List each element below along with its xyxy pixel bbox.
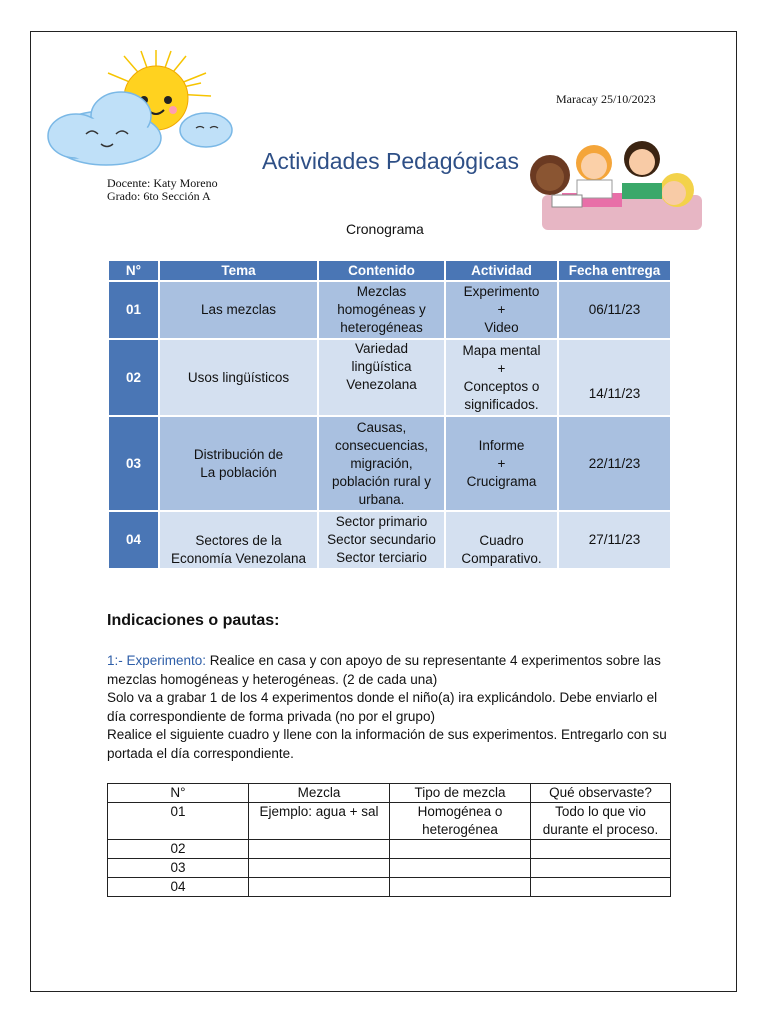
cell-line: Causas, <box>356 419 407 435</box>
cell-line: Mapa mental <box>462 342 541 358</box>
cell-line: Distribución de <box>193 446 284 462</box>
col-header-fecha: Fecha entrega <box>558 260 671 281</box>
cell-line: La población <box>200 464 277 480</box>
cell-line: Variedad <box>354 341 409 356</box>
cell-line: urbana. <box>358 491 405 507</box>
cell-line: Comparativo. <box>461 551 542 566</box>
cell-line: Informe <box>478 437 525 453</box>
row-actividad <box>445 511 558 569</box>
cell-tipo <box>390 878 531 897</box>
row-fecha: 22/11/23 <box>558 416 671 511</box>
instruction-paragraph: Solo va a grabar 1 de los 4 experimentos donde el niño(a) ira explicándolo. Debe enviarlo el día correspondiente de forma privada (no por el grupo) <box>107 690 658 724</box>
experiments-header-row <box>108 784 671 803</box>
cell-line: migración, <box>350 455 413 471</box>
cell-line: Economía Venezolana <box>170 551 307 566</box>
row-tema <box>159 416 318 511</box>
cell-line: Sector primario <box>335 514 428 529</box>
col-header-tema: Tema <box>159 260 318 281</box>
cell-line: Las mezclas <box>200 302 277 317</box>
col-header-actividad: Actividad <box>445 260 558 281</box>
teacher-name: Docente: Katy Moreno <box>107 176 218 190</box>
row-fecha: 27/11/23 <box>558 511 671 569</box>
table-row <box>108 339 671 416</box>
cell-line: Sector secundario <box>327 532 436 547</box>
cell-line: población rural y <box>331 473 432 489</box>
instruction-text: Realice en casa y con apoyo de su representante 4 experimentos sobre las mezclas homogéneas y heterogéneas. (2 de cada una) <box>107 653 661 687</box>
table-row <box>108 511 671 569</box>
cell-line: heterogéneas <box>340 320 423 335</box>
schedule-header-row <box>108 260 671 281</box>
cell-line: + <box>497 302 506 317</box>
cell-line: Conceptos o <box>463 378 540 394</box>
sun-clouds-icon <box>46 48 236 173</box>
cell-mezcla <box>249 878 390 897</box>
cell-line: Video <box>484 320 519 335</box>
cell-line: Sector terciario <box>336 550 427 565</box>
table-row <box>108 281 671 339</box>
cell-line: Sectores de la <box>195 533 282 548</box>
document-date: Maracay 25/10/2023 <box>556 92 656 106</box>
table-row <box>108 803 671 840</box>
cell-line: + <box>497 455 506 471</box>
schedule-title: Cronograma <box>346 221 424 237</box>
cell-num: 03 <box>108 859 249 878</box>
grade-section: Grado: 6to Sección A <box>107 189 211 203</box>
row-fecha: 14/11/23 <box>558 339 671 416</box>
schedule-table <box>107 259 672 570</box>
row-number: 03 <box>108 416 159 511</box>
col-header-tipo: Tipo de mezcla <box>390 784 531 803</box>
table-row <box>108 859 671 878</box>
cell-observaste <box>531 859 671 878</box>
cell-observaste <box>531 840 671 859</box>
col-header-num: N° <box>108 260 159 281</box>
row-contenido <box>318 416 445 511</box>
cell-line: Mezclas <box>356 284 407 299</box>
children-reading-illustration <box>522 135 708 235</box>
row-contenido <box>318 511 445 569</box>
cell-line: Cuadro <box>479 533 524 548</box>
table-row <box>108 416 671 511</box>
row-number: 04 <box>108 511 159 569</box>
table-row <box>108 878 671 897</box>
row-tema <box>159 281 318 339</box>
row-actividad <box>445 281 558 339</box>
cell-num: 04 <box>108 878 249 897</box>
cell-tipo <box>390 859 531 878</box>
col-header-contenido: Contenido <box>318 260 445 281</box>
col-header-observaste: Qué observaste? <box>531 784 671 803</box>
instruction-paragraph <box>107 652 667 689</box>
col-header-mezcla: Mezcla <box>249 784 390 803</box>
cell-mezcla: Ejemplo: agua + sal <box>249 803 390 840</box>
cell-line: Usos lingüísticos <box>187 369 290 385</box>
cell-observaste <box>531 878 671 897</box>
cell-num: 02 <box>108 840 249 859</box>
row-contenido <box>318 281 445 339</box>
row-contenido <box>318 339 445 416</box>
row-actividad <box>445 339 558 416</box>
row-actividad <box>445 416 558 511</box>
teacher-info <box>107 177 218 203</box>
cell-line: homogéneas y <box>337 302 426 317</box>
instructions-heading: Indicaciones o pautas: <box>107 612 280 629</box>
cell-observaste: Todo lo que vio durante el proceso. <box>531 803 671 840</box>
col-header-num: N° <box>108 784 249 803</box>
cell-line: lingüística <box>351 359 412 374</box>
cell-num: 01 <box>108 803 249 840</box>
cell-tipo: Homogénea o heterogénea <box>390 803 531 840</box>
cell-mezcla <box>249 859 390 878</box>
page-title: Actividades Pedagógicas <box>262 148 519 174</box>
cell-mezcla <box>249 840 390 859</box>
experiments-table <box>107 783 671 897</box>
row-tema <box>159 511 318 569</box>
instructions-text <box>107 652 667 763</box>
cell-line: + <box>497 360 506 376</box>
cell-line: Venezolana <box>346 377 417 392</box>
cell-line: Experimento <box>463 284 540 299</box>
table-row <box>108 840 671 859</box>
instruction-paragraph: Realice el siguiente cuadro y llene con la información de sus experimentos. Entregarlo con su portada el día correspondiente. <box>107 727 667 761</box>
cell-line: consecuencias, <box>334 437 429 453</box>
row-tema <box>159 339 318 416</box>
cell-line: Crucigrama <box>466 473 537 489</box>
cell-line: significados. <box>464 396 539 412</box>
instruction-lead: 1:- Experimento: <box>107 653 207 668</box>
cell-tipo <box>390 840 531 859</box>
row-fecha: 06/11/23 <box>558 281 671 339</box>
row-number: 01 <box>108 281 159 339</box>
row-number: 02 <box>108 339 159 416</box>
